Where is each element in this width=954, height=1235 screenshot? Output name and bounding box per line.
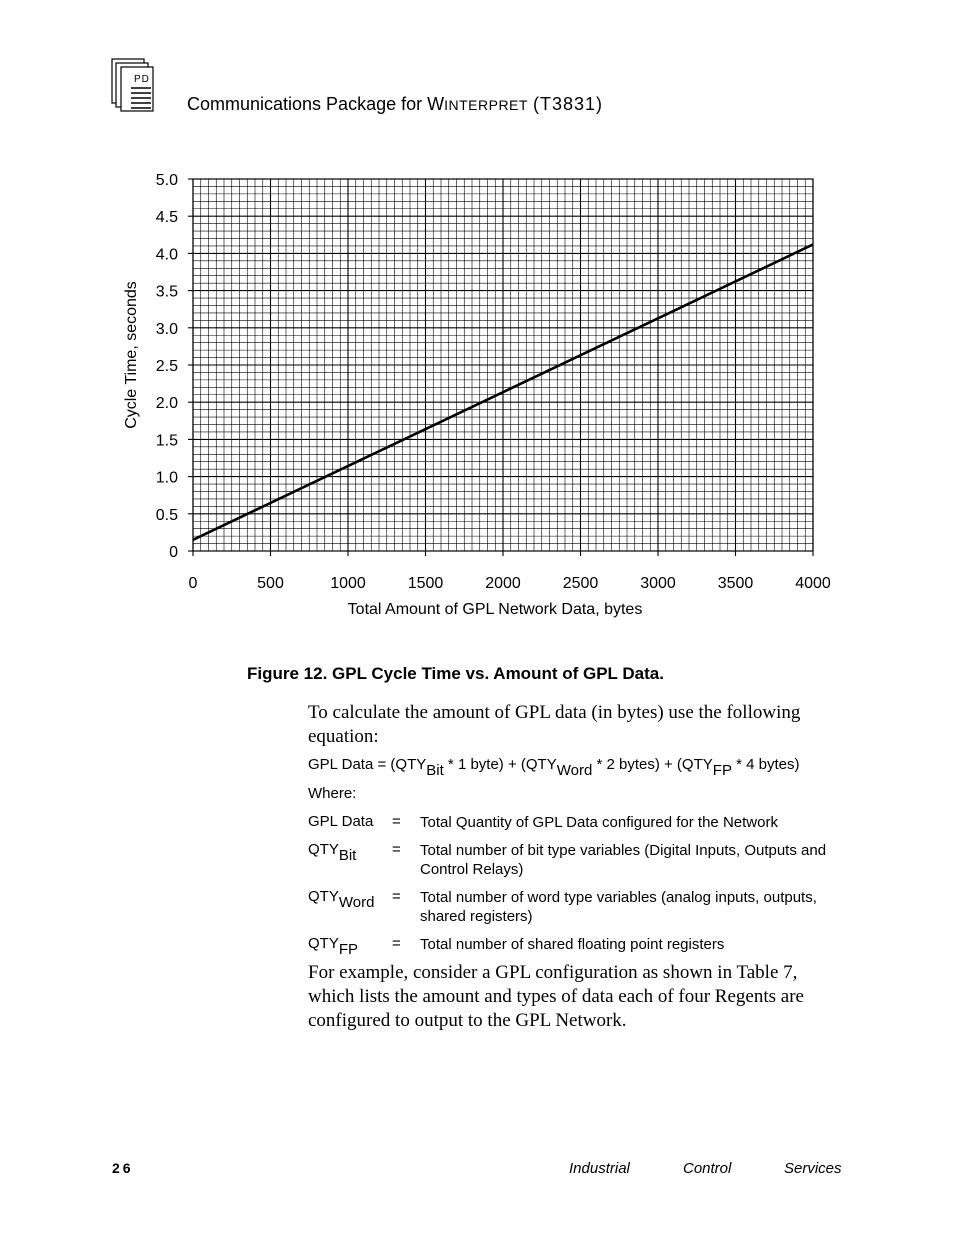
equation-mid2: * 2 bytes) + (QTY	[592, 756, 713, 773]
y-tick-label: 0.5	[155, 506, 178, 524]
pd-document-logo-icon	[111, 58, 155, 112]
definition-description: Total number of word type variables (analog inputs, outputs, shared registers)	[420, 889, 817, 925]
term-sub: Word	[338, 894, 375, 911]
y-tick-label: 4.5	[155, 209, 178, 227]
header-product-rest: INTERPRET	[444, 97, 528, 113]
gpl-equation	[308, 756, 799, 779]
y-tick-label: 1.0	[155, 469, 178, 487]
term-text: QTY	[308, 935, 339, 952]
definition-equals: =	[392, 813, 401, 830]
y-tick-label: 1.5	[155, 432, 178, 450]
x-tick-label: 500	[257, 575, 284, 592]
equation-sub-fp: FP	[712, 762, 732, 779]
definition-equals: =	[392, 841, 401, 858]
definition-equals: =	[392, 935, 401, 952]
x-tick-label: 2500	[562, 575, 599, 592]
definition-description: Total Quantity of GPL Data configured for the Network	[420, 814, 778, 831]
x-tick-label: 3500	[717, 575, 754, 592]
definition-equals: =	[392, 888, 401, 905]
y-tick-label: 3.0	[155, 320, 178, 338]
term-text: QTY	[308, 888, 339, 905]
term-sub: FP	[338, 941, 359, 958]
y-tick-label: 3.5	[155, 283, 178, 301]
equation-sub-bit: Bit	[426, 762, 444, 779]
chart-grid	[188, 179, 813, 556]
definition-term	[308, 888, 374, 911]
x-tick-label: 3000	[640, 575, 676, 592]
where-label: Where:	[308, 785, 357, 802]
x-tick-label: 1000	[330, 575, 366, 592]
term-sub: Bit	[338, 847, 357, 864]
cycle-time-chart	[110, 165, 840, 625]
definition-term	[308, 841, 356, 864]
y-tick-label: 2.0	[155, 395, 178, 413]
footer-brand-word: Industrial	[569, 1160, 630, 1177]
x-tick-label: 0	[188, 575, 198, 592]
y-axis-label: Cycle Time, seconds	[123, 281, 140, 429]
header-part-number: (T3831)	[532, 94, 603, 114]
x-tick-label: 2000	[485, 575, 521, 592]
example-paragraph: For example, consider a GPL configuration as shown in Table 7, which lists the amount and types of data each of four Regents are configured to output to the GPL Network.	[308, 962, 804, 1031]
equation-mid1: * 1 byte) + (QTY	[443, 756, 557, 773]
y-tick-labels	[156, 172, 178, 561]
x-tick-labels	[189, 575, 831, 592]
intro-paragraph: To calculate the amount of GPL data (in bytes) use the following equation:	[308, 702, 801, 747]
term-text: GPL Data	[308, 813, 374, 830]
definition-description: Total number of bit type variables (Digital Inputs, Outputs and Control Relays)	[420, 842, 827, 878]
header-prefix: Communications Package for	[187, 94, 428, 114]
equation-sub-word: Word	[556, 762, 593, 779]
header-product-initial: W	[427, 94, 445, 114]
y-tick-label: 2.5	[155, 358, 178, 375]
term-text: QTY	[308, 841, 339, 858]
page-header-title	[187, 94, 603, 115]
x-tick-label: 1500	[407, 575, 444, 592]
y-tick-label: 4.0	[155, 246, 178, 264]
definition-description: Total number of shared floating point registers	[420, 936, 725, 953]
definition-term	[308, 813, 373, 830]
x-tick-label: 4000	[795, 575, 831, 592]
page-number: 26	[112, 1160, 134, 1176]
footer-brand-word: Services	[784, 1160, 842, 1177]
definition-term	[308, 935, 358, 958]
figure-caption: Figure 12. GPL Cycle Time vs. Amount of GPL Data.	[247, 664, 664, 683]
equation-lhs: GPL Data = (QTY	[308, 756, 427, 773]
y-tick-label: 5.0	[155, 172, 178, 189]
y-tick-label: 0	[169, 544, 178, 561]
equation-end: * 4 bytes)	[731, 756, 800, 773]
x-axis-label: Total Amount of GPL Network Data, bytes	[347, 601, 643, 618]
footer-brand-word: Control	[683, 1160, 732, 1177]
logo-text: PD	[134, 74, 150, 85]
